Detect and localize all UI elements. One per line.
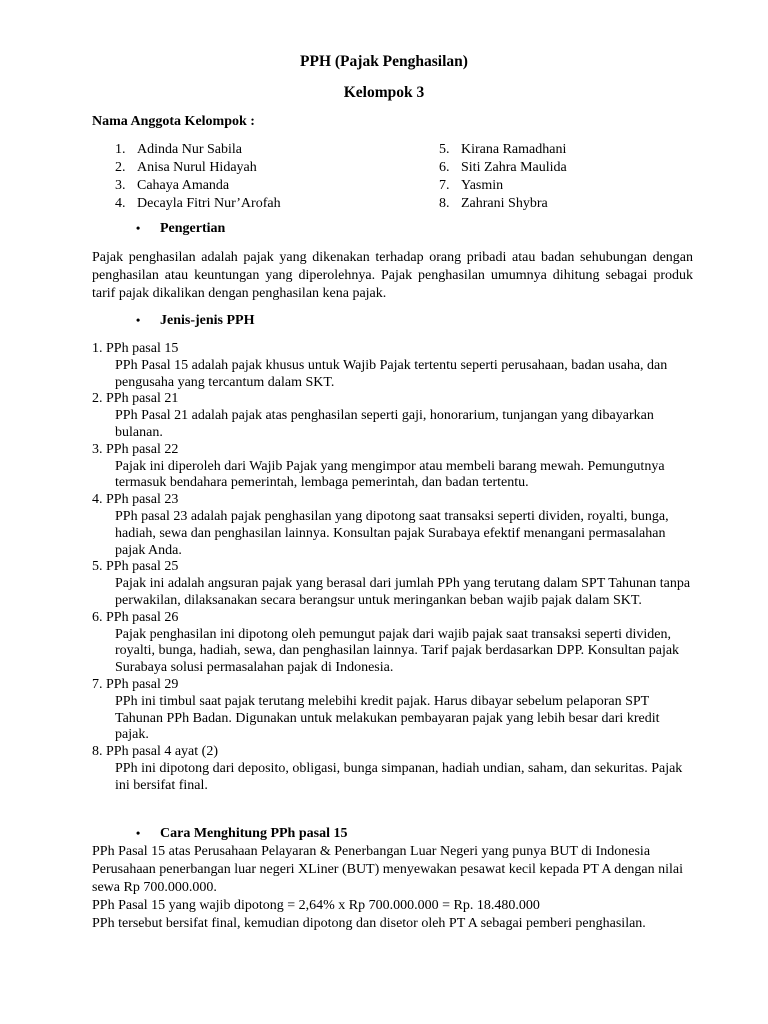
member-item bbox=[115, 141, 281, 159]
member-number: 6. bbox=[439, 160, 450, 175]
cara-line: PPh Pasal 15 atas Perusahaan Pelayaran & Penerbangan Luar Negeri yang punya BUT di Indonesia Perusahaan penerbangan luar negeri XLiner (BUT) menyewakan pesawat kecil kepada PT A dengan nilai sewa Rp 700.000.000. bbox=[92, 844, 684, 895]
member-name: Kirana Ramadhani bbox=[461, 142, 567, 157]
member-item bbox=[439, 141, 567, 159]
member-name: Siti Zahra Maulida bbox=[461, 160, 567, 175]
list-item bbox=[92, 341, 692, 391]
member-number: 5. bbox=[439, 142, 450, 157]
pph-type-description: PPh Pasal 21 adalah pajak atas penghasilan seperti gaji, honorarium, tunjangan yang dibayarkan bulanan. bbox=[115, 408, 654, 440]
pph-type-description: PPh pasal 23 adalah pajak penghasilan yang dipotong saat transaksi seperti dividen, royalti, bunga, hadiah, sewa dan penghasilan lainnya. Konsultan pajak Surabaya efektif menangani permasalahan pajak Anda. bbox=[115, 508, 669, 558]
list-item bbox=[92, 391, 692, 441]
section-heading-text: Jenis-jenis PPH bbox=[160, 313, 255, 328]
member-name: Cahaya Amanda bbox=[137, 178, 230, 193]
pph-type-title: 1. PPh pasal 15 bbox=[92, 341, 179, 356]
section-heading-text: Pengertian bbox=[160, 221, 226, 236]
section-heading-text: Cara Menghitung PPh pasal 15 bbox=[160, 826, 348, 841]
member-number: 2. bbox=[115, 160, 126, 175]
member-name: Anisa Nurul Hidayah bbox=[137, 160, 257, 175]
member-item bbox=[439, 177, 567, 195]
section-heading-cara bbox=[136, 826, 347, 842]
member-number: 4. bbox=[115, 196, 126, 211]
cara-line: PPh tersebut bersifat final, kemudian dipotong dan disetor oleh PT A sebagai pemberi penghasilan. bbox=[92, 916, 646, 931]
member-item bbox=[115, 159, 281, 177]
member-item bbox=[115, 195, 281, 213]
section-heading-jenis bbox=[136, 313, 255, 329]
pph-type-title: 4. PPh pasal 23 bbox=[92, 492, 179, 508]
bullet-icon: • bbox=[136, 221, 141, 235]
list-item bbox=[92, 677, 692, 744]
list-item bbox=[92, 744, 692, 794]
member-number: 7. bbox=[439, 178, 450, 193]
member-name: Adinda Nur Sabila bbox=[137, 142, 242, 157]
member-item bbox=[439, 159, 567, 177]
member-item bbox=[115, 177, 281, 195]
pph-type-title: 7. PPh pasal 29 bbox=[92, 676, 179, 692]
pph-type-description: PPh Pasal 15 adalah pajak khusus untuk Wajib Pajak tertentu seperti perusahaan, badan usaha, dan pengusaha yang tercantum dalam SKT. bbox=[115, 357, 668, 390]
list-item bbox=[92, 559, 692, 609]
section-heading-pengertian bbox=[136, 221, 225, 237]
pengertian-paragraph: Pajak penghasilan adalah pajak yang dikenakan terhadap orang pribadi atau badan sehubungan dengan penghasilan atau keuntungan yang diperolehnya. Pajak penghasilan umumnya dihitung sebagai produk tarif pajak dikalikan dengan penghasilan kena pajak. bbox=[92, 250, 693, 301]
cara-menghitung-block bbox=[92, 843, 702, 933]
member-number: 3. bbox=[115, 178, 126, 193]
pph-type-description: Pajak penghasilan ini dipotong oleh pemungut pajak dari wajib pajak saat transaksi seperti dividen, royalti, bunga, hadiah, sewa, dan penghasilan lainnya. Tarif pajak berdasarkan DPP. Konsultan pajak Surabaya solusi permasalahan pajak di Indonesia. bbox=[115, 626, 680, 676]
document-subtitle: Kelompok 3 bbox=[343, 84, 425, 101]
pph-type-title: 3. PPh pasal 22 bbox=[92, 441, 179, 457]
cara-line: PPh Pasal 15 yang wajib dipotong = 2,64% x Rp 700.000.000 = Rp. 18.480.000 bbox=[92, 898, 540, 913]
pph-type-title: 5. PPh pasal 25 bbox=[92, 559, 179, 575]
members-heading: Nama Anggota Kelompok : bbox=[92, 114, 255, 129]
member-name: Decayla Fitri Nur’Arofah bbox=[137, 196, 281, 211]
pph-type-title: 6. PPh pasal 26 bbox=[92, 609, 179, 625]
pph-type-title: 8. PPh pasal 4 ayat (2) bbox=[92, 744, 218, 760]
member-name: Zahrani Shybra bbox=[461, 196, 548, 211]
pph-type-description: Pajak ini adalah angsuran pajak yang berasal dari jumlah PPh yang terutang dalam SPT Tahunan tanpa perwakilan, dilaksanakan secara berangsur untuk meringankan beban wajib pajak dalam SKT. bbox=[115, 576, 691, 608]
member-number: 8. bbox=[439, 196, 450, 211]
pph-type-description: PPh ini dipotong dari deposito, obligasi, bunga simpanan, hadiah undian, saham, dan sekuritas. Pajak ini bersifat final. bbox=[115, 760, 683, 793]
pph-type-description: Pajak ini diperoleh dari Wajib Pajak yang mengimpor atau membeli barang mewah. Pemungutnya termasuk bendahara pemerintah, lembaga pemerintah, dan badan tertentu. bbox=[115, 458, 665, 491]
pph-type-description: PPh ini timbul saat pajak terutang melebihi kredit pajak. Harus dibayar sebelum pelaporan SPT Tahunan PPh Badan. Digunakan untuk melakukan pembayaran pajak yang lebih besar dari kredit pajak. bbox=[115, 693, 660, 743]
list-item bbox=[92, 610, 692, 677]
pph-type-title: 2. PPh pasal 21 bbox=[92, 391, 179, 407]
members-list-right bbox=[439, 141, 567, 213]
list-item bbox=[92, 442, 692, 492]
member-number: 1. bbox=[115, 142, 126, 157]
members-list-left bbox=[115, 141, 281, 213]
member-item bbox=[439, 195, 567, 213]
document-title: PPH (Pajak Penghasilan) bbox=[300, 53, 468, 70]
bullet-icon: • bbox=[136, 313, 141, 327]
member-name: Yasmin bbox=[461, 178, 504, 193]
bullet-icon: • bbox=[136, 826, 141, 840]
jenis-pph-list bbox=[92, 341, 692, 795]
list-item bbox=[92, 492, 692, 559]
